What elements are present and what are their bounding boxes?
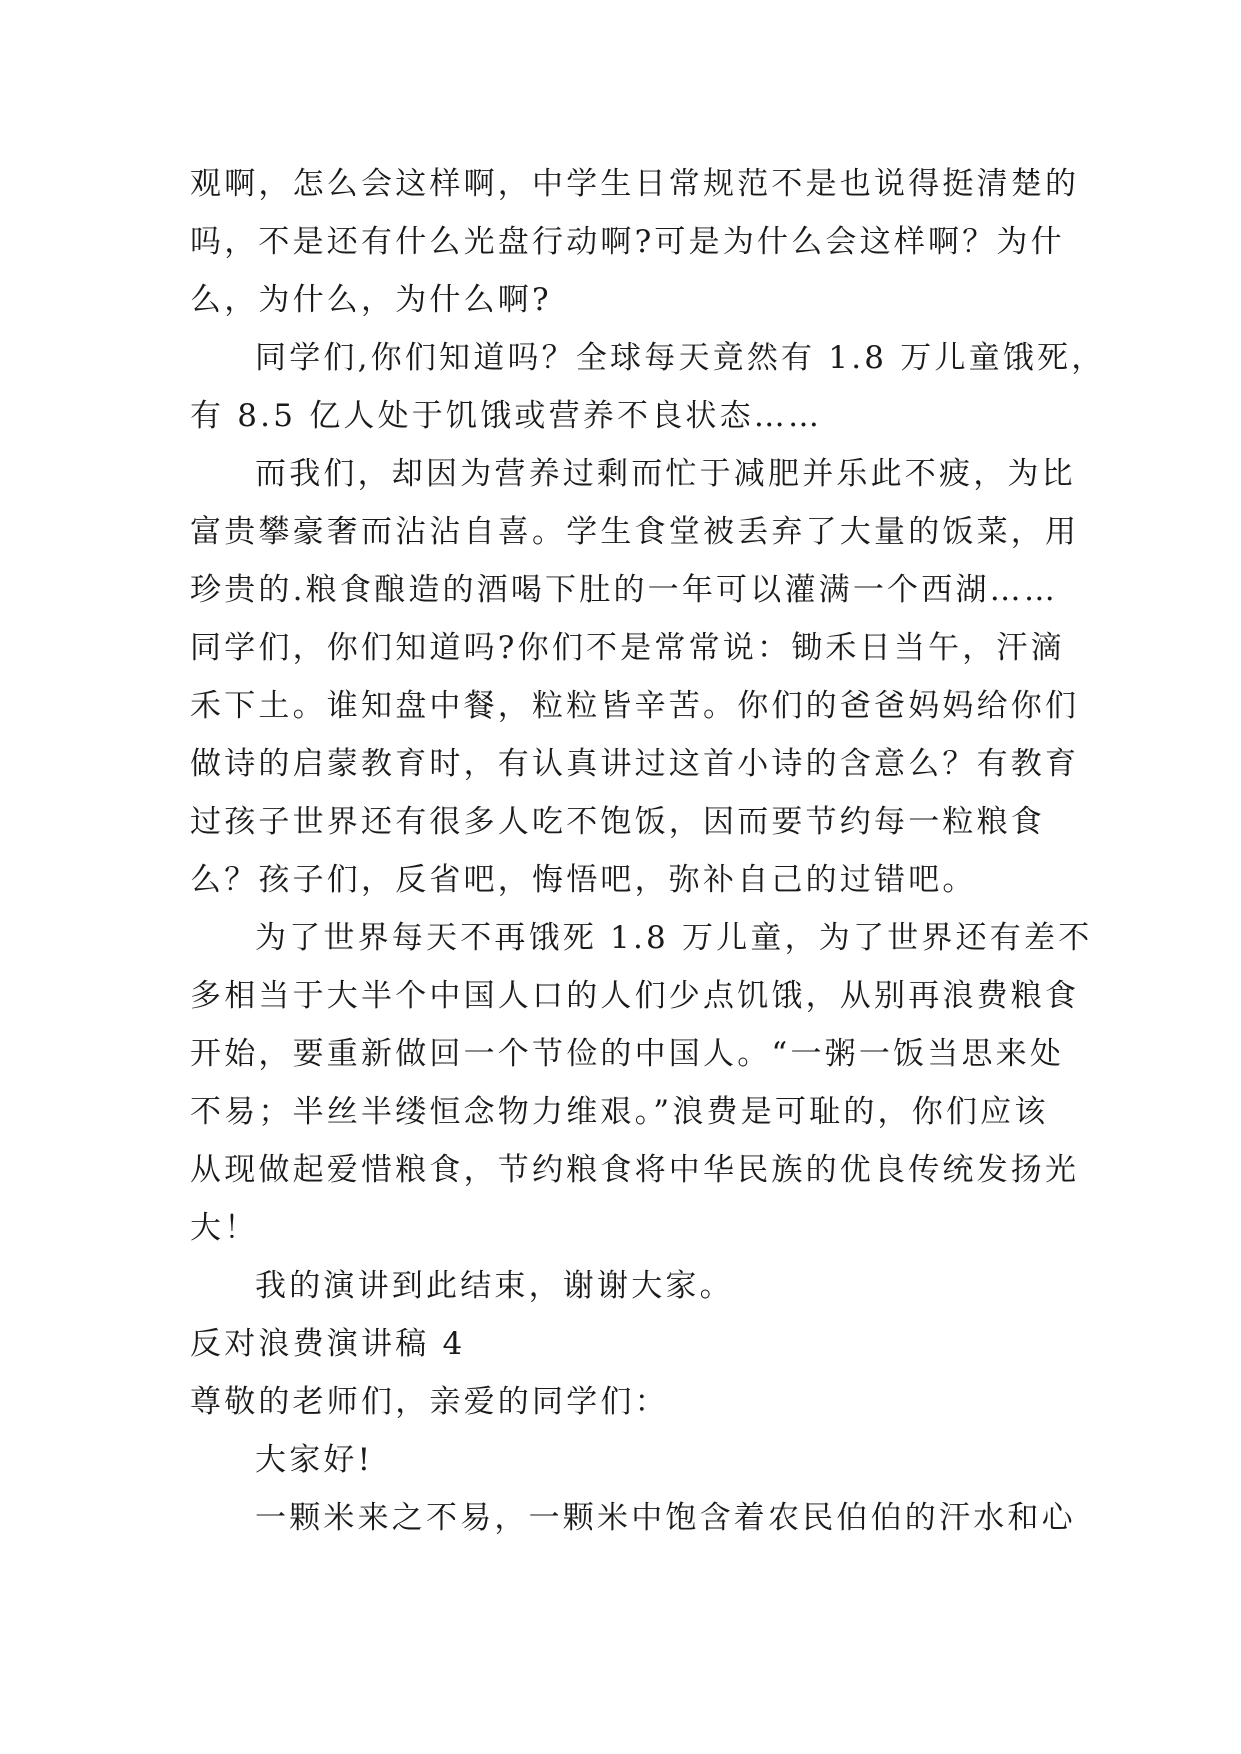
- text-line: 为了世界每天不再饿死 1.8 万儿童，为了世界还有差不: [255, 920, 1093, 956]
- text-line: 而我们，却因为营养过剩而忙于减肥并乐此不疲，为比: [255, 456, 1076, 492]
- text-line: 么？孩子们，反省吧，悔悟吧，弥补自己的过错吧。: [190, 862, 977, 898]
- text-line: 珍贵的.粮食酿造的酒喝下肚的一年可以灌满一个西湖……: [190, 572, 1059, 608]
- text-line: 做诗的启蒙教育时，有认真讲过这首小诗的含意么？有教育: [190, 746, 1080, 782]
- salutation: 尊敬的老师们，亲爱的同学们：: [190, 1384, 669, 1420]
- text-line: 吗，不是还有什么光盘行动啊?可是为什么会这样啊？为什: [190, 224, 1065, 260]
- text-line: 大！: [190, 1210, 259, 1246]
- text-line: 富贵攀豪奢而沾沾自喜。学生食堂被丢弃了大量的饭菜，用: [190, 514, 1080, 550]
- section-heading: 反对浪费演讲稿 4: [190, 1326, 466, 1362]
- text-line: 不易；半丝半缕恒念物力维艰。”浪费是可耻的，你们应该: [190, 1094, 1049, 1130]
- text-line: 同学们,你们知道吗？全球每天竟然有 1.8 万儿童饿死，: [255, 340, 1106, 376]
- text-line: 一颗米来之不易，一颗米中饱含着农民伯伯的汗水和心: [255, 1500, 1076, 1536]
- text-line: 开始，要重新做回一个节俭的中国人。“一粥一饭当思来处: [190, 1036, 1065, 1072]
- text-line: 么，为什么，为什么啊?: [190, 282, 552, 318]
- text-line: 同学们，你们知道吗?你们不是常常说：锄禾日当午，汗滴: [190, 630, 1065, 666]
- text-line: 过孩子世界还有很多人吃不饱饭，因而要节约每一粒粮食: [190, 804, 1045, 840]
- text-line: 禾下土。谁知盘中餐，粒粒皆辛苦。你们的爸爸妈妈给你们: [190, 688, 1080, 724]
- text-line: 我的演讲到此结束，谢谢大家。: [255, 1268, 734, 1304]
- text-line: 从现做起爱惜粮食，节约粮食将中华民族的优良传统发扬光: [190, 1152, 1080, 1188]
- text-line: 有 8.5 亿人处于饥饿或营养不良状态……: [190, 398, 823, 434]
- text-line: 观啊，怎么会这样啊，中学生日常规范不是也说得挺清楚的: [190, 166, 1080, 202]
- text-line: 多相当于大半个中国人口的人们少点饥饿，从别再浪费粮食: [190, 978, 1080, 1014]
- greeting: 大家好!: [255, 1442, 374, 1478]
